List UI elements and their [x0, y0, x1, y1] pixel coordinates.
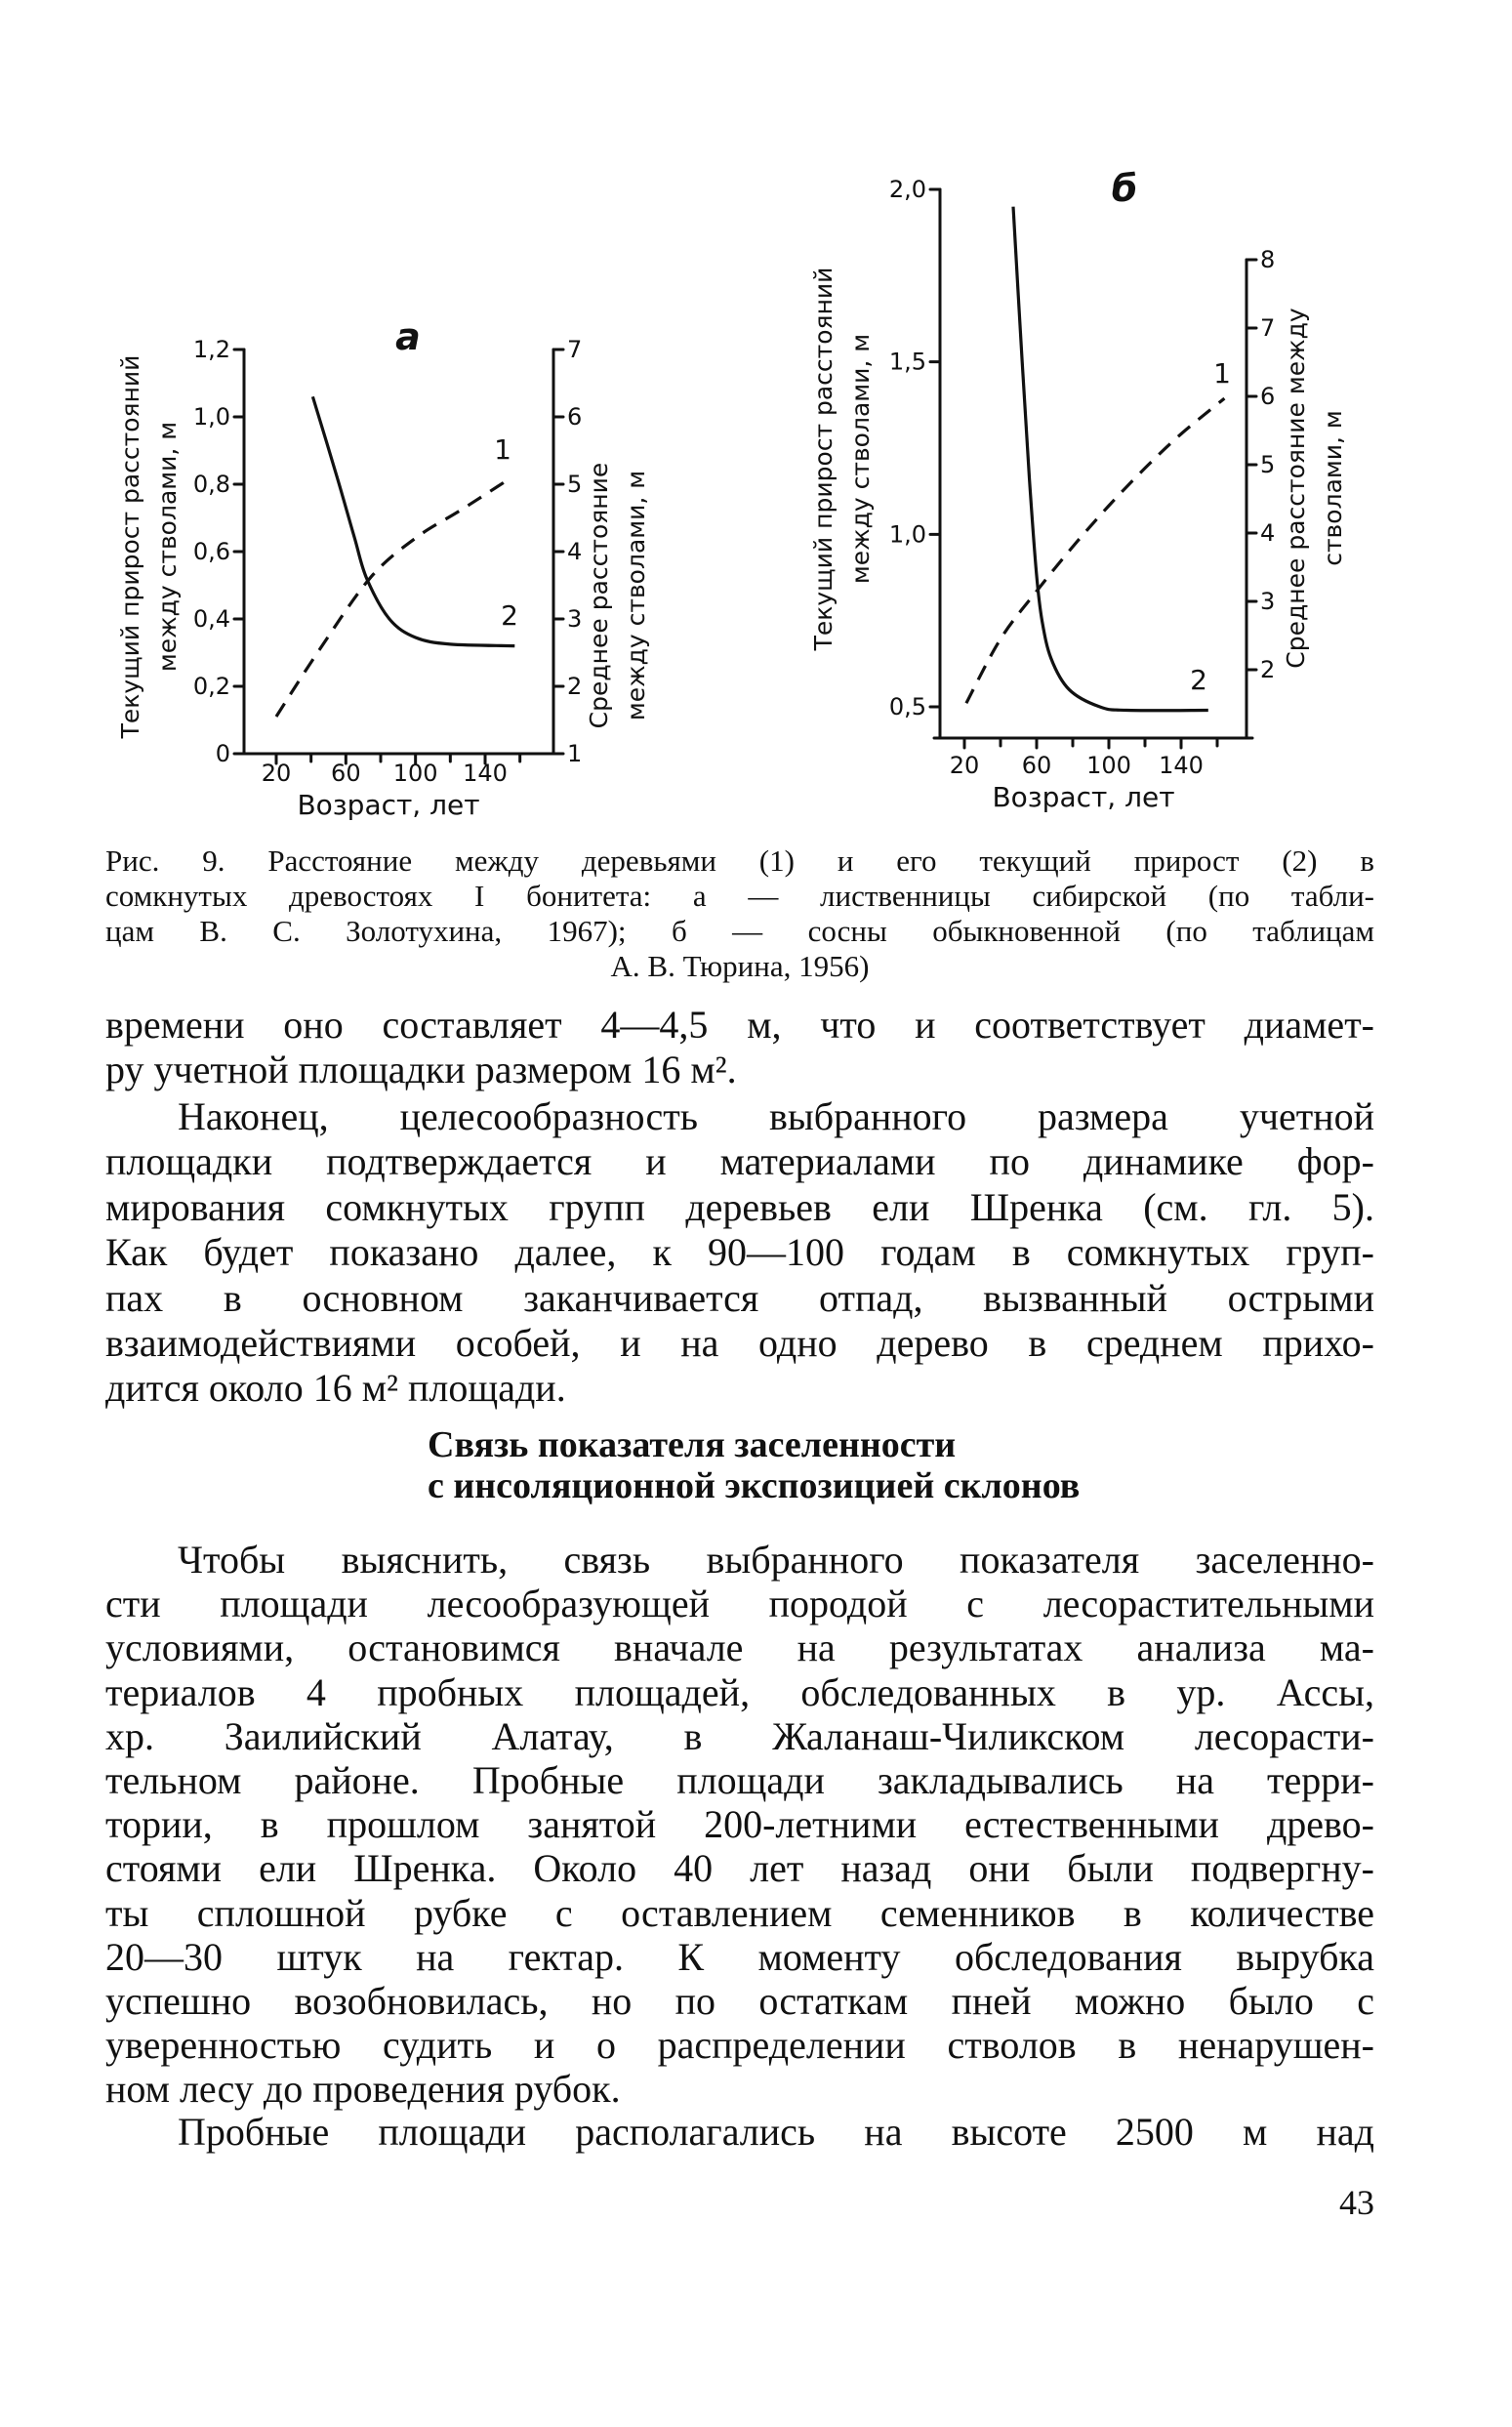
body-text-line: хр. Заилийский Алатау, в Жаланаш-Чиликском лесорасти- — [105, 1714, 1374, 1758]
chart-a-series-2-label: 2 — [501, 599, 518, 632]
chart-a-series-1-line — [276, 482, 505, 717]
chart-b-right-tick-label: 5 — [1260, 451, 1276, 478]
chart-a-left-tick-label: 1,2 — [192, 336, 230, 363]
chart-b-x-tick-label: 140 — [1159, 752, 1204, 779]
chart-a-left-tick-label: 0,2 — [192, 673, 230, 700]
section-heading-line: с инсоляционной экспозицией склонов — [428, 1465, 1081, 1506]
chart-b-right-tick-label: 3 — [1260, 588, 1276, 615]
chart-b-left-tick-label: 2,0 — [888, 176, 926, 203]
chart-a-x-tick-label: 60 — [331, 760, 361, 787]
body-text-line: уверенностью судить и о распределении стволов в ненарушен- — [105, 2023, 1374, 2067]
chart-a-right-tick-label: 4 — [567, 538, 583, 565]
chart-b-x-tick-label: 20 — [949, 752, 980, 779]
body-text-line: стоями ели Шренка. Около 40 лет назад они были подвергну- — [105, 1846, 1374, 1890]
body-text-line: условиями, остановимся вначале на результатах анализа ма- — [105, 1625, 1374, 1669]
chart-b-series-1-label: 1 — [1213, 357, 1231, 390]
chart-a-right-tick-label: 7 — [567, 336, 583, 363]
body-text-line: Пробные площади располагались на высоте 2500 м над — [178, 2110, 1374, 2154]
chart-b-x-axis-title: Возраст, лет — [992, 781, 1175, 813]
body-text-line: времени оно составляет 4—4,5 м, что и соответствует диамет- — [105, 1003, 1374, 1047]
body-text-line: ном лесу до проведения рубок. — [105, 2067, 621, 2111]
body-text-line: взаимодействиями особей, и на одно дерево в среднем прихо- — [105, 1321, 1374, 1365]
chart-a-left-tick-label: 0,4 — [192, 605, 230, 633]
chart-b-left-tick-label: 1,0 — [888, 520, 926, 549]
body-text-line: Чтобы выяснить, связь выбранного показателя заселенно- — [178, 1538, 1374, 1582]
body-text-line: успешно возобновилась, но по остаткам пней можно было с — [105, 1979, 1374, 2023]
chart-a-panel-label: а — [395, 315, 421, 358]
page-number: 43 — [1339, 2183, 1374, 2222]
chart-a-left-tick-label: 1,0 — [192, 403, 230, 431]
chart-a-x-axis-title: Возраст, лет — [297, 789, 480, 821]
chart-a-right-tick-label: 1 — [567, 740, 583, 767]
body-text-line: Наконец, целесообразность выбранного размера учетной — [178, 1094, 1374, 1138]
body-text-line: ты сплошной рубке с оставлением семенников в количестве — [105, 1891, 1374, 1935]
body-text-line: площадки подтверждается и материалами по динамике фор- — [105, 1139, 1374, 1183]
chart-b-series-2-label: 2 — [1190, 664, 1207, 696]
figure-caption-line: сомкнутых древостоях I бонитета: а — лиственницы сибирской (по табли- — [105, 879, 1374, 913]
chart-a-right-tick-label: 3 — [567, 605, 583, 633]
chart-b-right-tick-label: 2 — [1260, 656, 1276, 683]
body-text-line: дится около 16 м² площади. — [105, 1366, 566, 1410]
chart-b-right-axis-title: стволами, м — [1319, 410, 1347, 566]
chart-a-series-2-line — [312, 396, 514, 645]
chart-b-right-tick-label: 6 — [1260, 383, 1276, 410]
figure-caption-line: Рис. 9. Расстояние между деревьями (1) и его текущий прирост (2) в — [105, 843, 1374, 878]
figure-caption-line: А. В. Тюрина, 1956) — [610, 949, 870, 983]
chart-a-right-axis-title: Среднее расстояние — [585, 462, 613, 729]
chart-a-left-axis-title: между стволами, м — [153, 421, 182, 673]
chart-b-left-axis-title: между стволами, м — [846, 333, 875, 585]
body-text-line: Как будет показано далее, к 90—100 годам в сомкнутых груп- — [105, 1230, 1374, 1274]
chart-a-left-tick-label: 0,8 — [192, 471, 230, 498]
chart-a-left-axis-title: Текущий прирост расстояний — [116, 354, 144, 739]
body-text-line: сти площади лесообразующей породой с лесорастительными — [105, 1582, 1374, 1625]
chart-b-right-axis-title: Среднее расстояние между — [1282, 308, 1310, 669]
chart-a-right-axis-title: между стволами, м — [622, 470, 650, 721]
chart-a-series-1-label: 1 — [494, 433, 511, 466]
section-heading-line: Связь показателя заселенности — [428, 1424, 957, 1465]
chart-a-right-tick-label: 6 — [567, 403, 583, 431]
chart-b-right-tick-label: 8 — [1260, 246, 1276, 273]
body-text-line: тельном районе. Пробные площади закладывались на терри- — [105, 1758, 1374, 1802]
chart-b-panel-label: б — [1111, 167, 1138, 210]
chart-a-left-tick-label: 0 — [215, 740, 230, 767]
chart-a-x-tick-label: 20 — [261, 760, 292, 787]
chart-a-x-tick-label: 140 — [463, 760, 508, 787]
body-text-line: териалов 4 пробных площадей, обследованных в ур. Ассы, — [105, 1670, 1374, 1714]
chart-b-left-tick-label: 1,5 — [888, 348, 926, 376]
chart-b-series-1-line — [966, 398, 1225, 703]
chart-a-right-tick-label: 5 — [567, 471, 583, 498]
chart-b-right-tick-label: 7 — [1260, 314, 1276, 342]
body-text-line: тории, в прошлом занятой 200-летними естественными древо- — [105, 1802, 1374, 1846]
chart-a-x-tick-label: 100 — [392, 760, 438, 787]
chart-b-left-tick-label: 0,5 — [888, 693, 926, 720]
body-text-line: ру учетной площадки размером 16 м². — [105, 1048, 737, 1091]
chart-b-right-tick-label: 4 — [1260, 519, 1276, 547]
chart-b-series-2-line — [1013, 207, 1208, 711]
figure-caption-line: цам В. С. Золотухина, 1967); б — сосны обыкновенной (по таблицам — [105, 914, 1374, 948]
chart-a-left-tick-label: 0,6 — [192, 538, 230, 565]
chart-b-x-tick-label: 100 — [1086, 752, 1131, 779]
chart-a-right-tick-label: 2 — [567, 673, 583, 700]
chart-b-x-tick-label: 60 — [1021, 752, 1052, 779]
body-text-line: мирования сомкнутых групп деревьев ели Шренка (см. гл. 5). — [105, 1185, 1374, 1229]
chart-b-left-axis-title: Текущий прирост расстояний — [809, 267, 838, 651]
body-text-line: 20—30 штук на гектар. К моменту обследования вырубка — [105, 1935, 1374, 1979]
body-text-line: пах в основном заканчивается отпад, вызванный острыми — [105, 1276, 1374, 1320]
